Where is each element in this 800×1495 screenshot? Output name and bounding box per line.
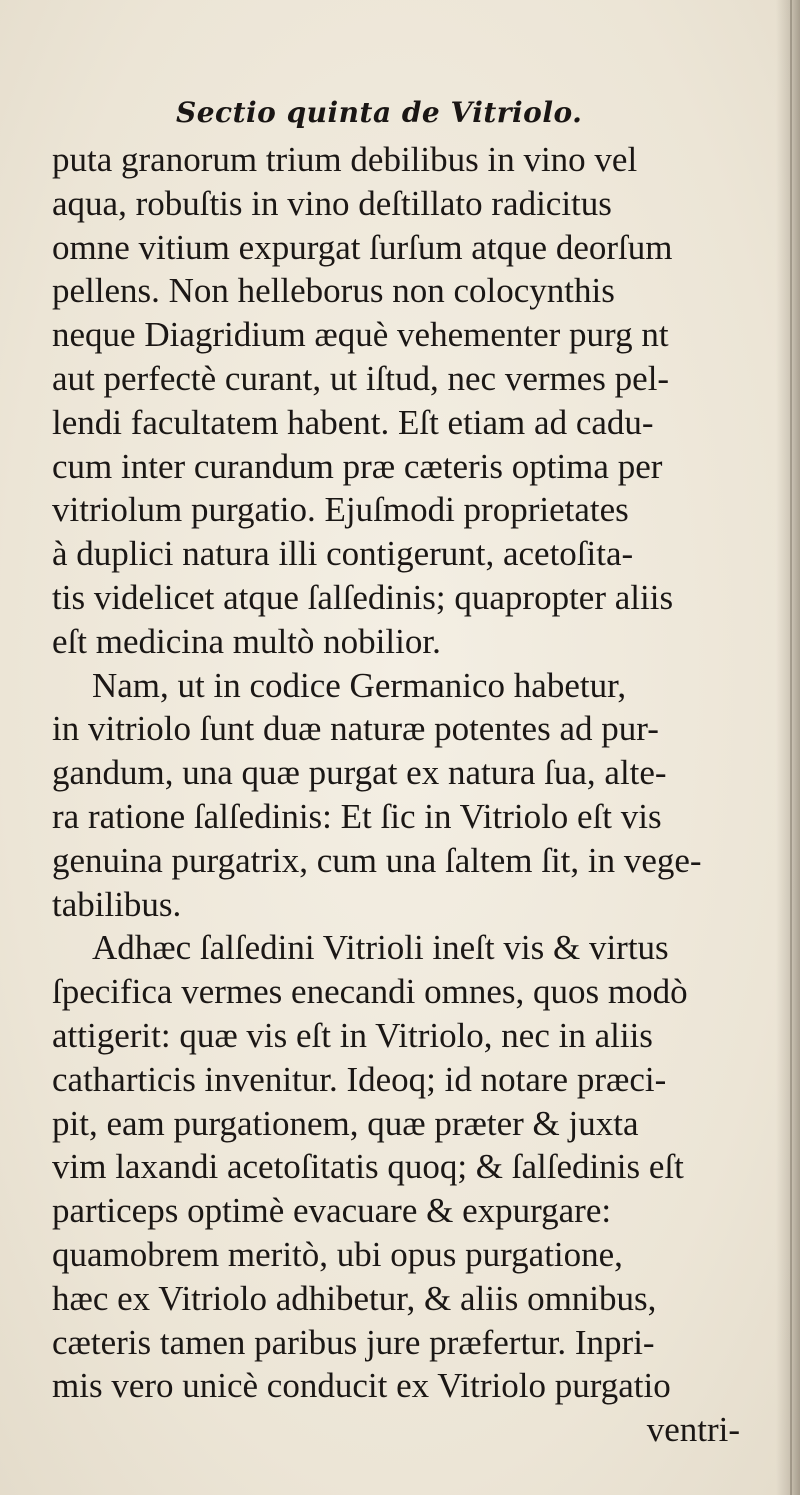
text-line: mis vero unicè conducit ex Vitriolo purgatio [52,1366,671,1406]
catchword: ventri- [646,1410,740,1450]
text-line: cæteris tamen paribus jure præfertur. Inpri- [52,1322,655,1362]
text-line: catharticis invenitur. Ideoq; id notare præci- [52,1059,667,1099]
text-line: quamobrem meritò, ubi opus purgatione, [52,1234,623,1274]
text-line: omne vitium expurgat ſurſum atque deorſum [52,227,673,267]
text-line: vitriolum purgatio. Ejuſmodi proprietates [52,490,629,530]
text-line: hæc ex Vitriolo adhibetur, & aliis omnibus, [52,1278,657,1318]
page-edge-shadow [776,0,800,1495]
text-line: cum inter curandum præ cæteris optima per [52,446,663,486]
binding-edge [790,0,792,1495]
text-line: aut perfectè curant, ut iſtud, nec vermes pel- [52,358,670,398]
text-line: Nam, ut in codice Germanico habetur, [92,665,627,705]
text-line: vim laxandi acetoſitatis quoq; & ſalſedinis eſt [52,1147,684,1187]
text-line: lendi facultatem habent. Eſt etiam ad cadu- [52,402,654,442]
text-line: Adhæc ſalſedini Vitrioli ineſt vis & virtus [92,928,669,968]
text-line: ra ratione ſalſedinis: Et ſic in Vitriolo eſt vis [52,796,662,836]
body-text [52,138,770,1452]
text-line: aqua, robuſtis in vino deſtillato radicitus [52,183,612,223]
text-line: pit, eam purgationem, quæ præter & juxta [52,1103,639,1143]
running-title: Sectio quinta de Vitriolo. [176,96,583,129]
text-line: particeps optimè evacuare & expurgare: [52,1191,612,1231]
text-line: attigerit: quæ vis eſt in Vitriolo, nec in aliis [52,1015,653,1055]
text-line: tis videlicet atque ſalſedinis; quapropter aliis [52,577,674,617]
text-line: ſpecifica vermes enecandi omnes, quos modò [52,972,688,1012]
text-line: tabilibus. [52,884,182,924]
text-line: gandum, una quæ purgat ex natura ſua, alte- [52,753,667,793]
text-line: à duplici natura illi contigerunt, acetoſita- [52,534,634,574]
text-line: pellens. Non helleborus non colocynthis [52,271,615,311]
text-line: eſt medicina multò nobilior. [52,621,441,661]
text-line: neque Diagridium æquè vehementer purg nt [52,315,669,355]
text-line: puta granorum trium debilibus in vino vel [52,140,638,179]
text-line: in vitriolo ſunt duæ naturæ potentes ad pur- [52,709,659,749]
text-line: genuina purgatrix, cum una ſaltem ſit, in vege- [52,840,702,880]
